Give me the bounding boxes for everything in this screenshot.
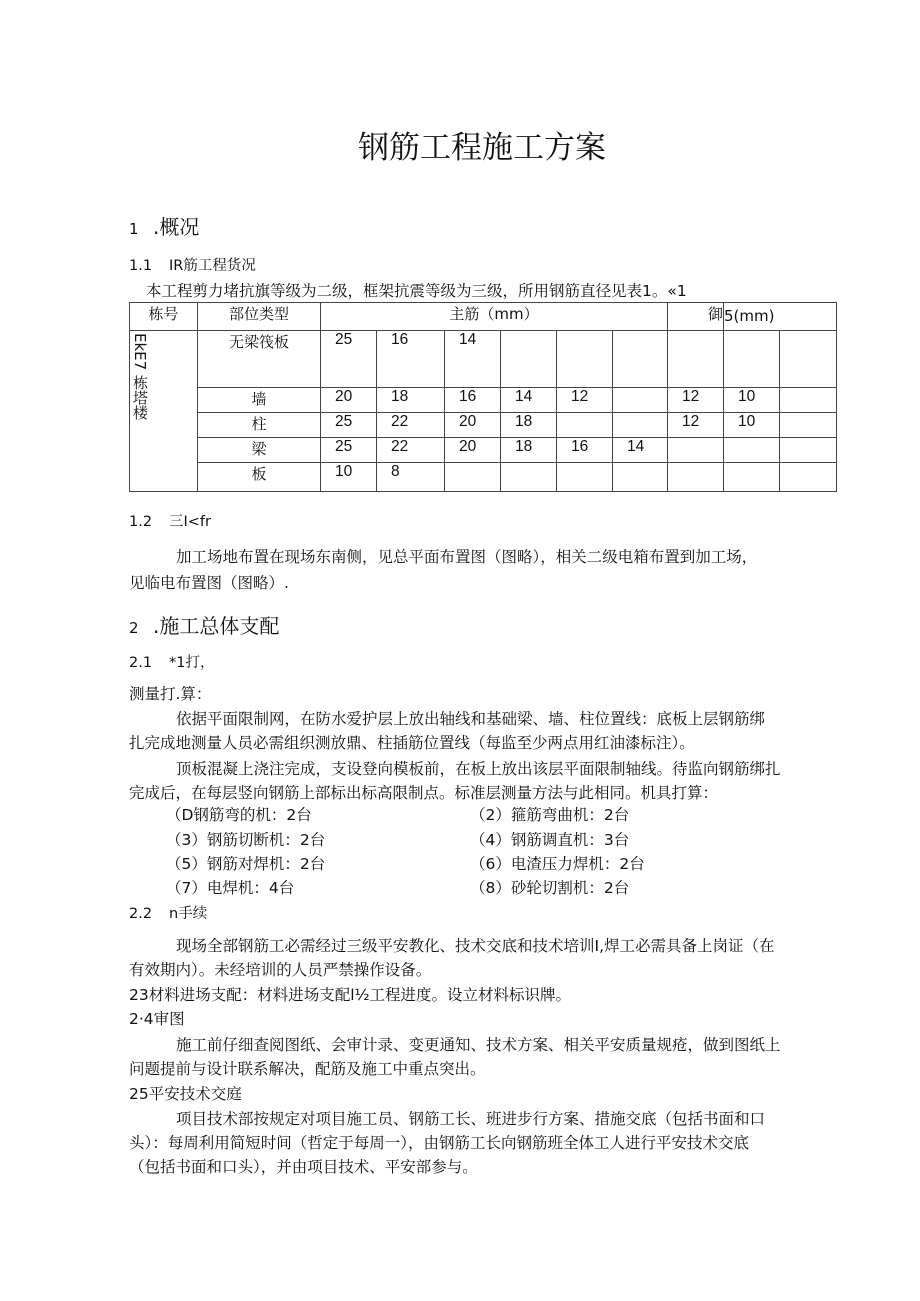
main-bar-cell: 22 bbox=[377, 413, 445, 438]
section-number: 1 bbox=[129, 220, 139, 238]
main-bar-cell bbox=[613, 388, 668, 413]
paragraph: 依据平面限制网，在防水爱护层上放出轴线和基础梁、墙、柱位置线：底板上层钢筋绑 bbox=[176, 710, 766, 728]
paragraph: 现场全部钢筋工必需经过三级平安教化、技术交底和技术培训I,焊工必需具备上岗证（在 bbox=[176, 937, 775, 955]
equipment-item: （3）钢筋切断机：2台 bbox=[166, 831, 326, 849]
main-bar-cell bbox=[501, 331, 557, 388]
subheading: 测量打.算： bbox=[129, 685, 212, 703]
section-label: *1打， bbox=[169, 655, 215, 671]
equipment-item: （2）箍筋弯曲机：2台 bbox=[470, 806, 630, 824]
paragraph: 问题提前与设计联系解决，配筋及施工中重点突出。 bbox=[129, 1060, 486, 1078]
main-bar-cell bbox=[613, 413, 668, 438]
main-bar-cell: 20 bbox=[445, 438, 501, 463]
equipment-item: （5）钢筋对焊机：2台 bbox=[166, 855, 326, 873]
main-bar-cell: 18 bbox=[501, 413, 557, 438]
section-2-heading bbox=[129, 613, 279, 641]
main-bar-cell: 12 bbox=[557, 388, 613, 413]
stirrup-cell bbox=[724, 331, 780, 388]
main-bar-cell: 25 bbox=[321, 331, 377, 388]
header-part: 部位类型 bbox=[198, 303, 321, 331]
main-bar-cell: 22 bbox=[377, 438, 445, 463]
header-main-bar: 主筋（mm） bbox=[321, 303, 668, 331]
equipment-item: （6）电渣压力焊机：2台 bbox=[470, 855, 645, 873]
stirrup-cell bbox=[724, 438, 780, 463]
part-cell: 无梁筏板 bbox=[198, 331, 321, 388]
paragraph: 扎完成地测量人员必需组织测放鼎、柱插筋位置线（每监至少两点用红油漆标注）。 bbox=[129, 734, 695, 752]
part-cell: 柱 bbox=[198, 413, 321, 438]
main-bar-cell: 8 bbox=[377, 463, 445, 492]
section-1-1-heading bbox=[129, 256, 256, 276]
paragraph: 本工程剪力堵抗旗等级为二级，框架抗震等级为三级，所用钢筋直径见表1。«1 bbox=[146, 282, 687, 300]
stirrup-cell bbox=[780, 331, 837, 388]
main-bar-cell: 25 bbox=[321, 413, 377, 438]
header-stirrup: 御 bbox=[668, 303, 724, 331]
main-bar-cell: 25 bbox=[321, 438, 377, 463]
stirrup-cell bbox=[668, 331, 724, 388]
main-bar-cell bbox=[557, 331, 613, 388]
table-row bbox=[130, 463, 837, 492]
stirrup-cell bbox=[780, 438, 837, 463]
paragraph: 完成后，在每层竖向钢筋上部标出标高限制点。标准层测量方法与此相同。机具打算： bbox=[129, 784, 719, 802]
building-cell bbox=[130, 331, 198, 492]
section-1-2-heading bbox=[129, 512, 211, 532]
section-label: 三I<fr bbox=[169, 514, 211, 530]
equipment-item: （D钢筋弯的机：2台 bbox=[166, 806, 312, 824]
stirrup-cell: 12 bbox=[668, 413, 724, 438]
main-bar-cell bbox=[613, 331, 668, 388]
main-bar-cell bbox=[557, 463, 613, 492]
section-number: 2.2 bbox=[129, 906, 153, 922]
part-cell: 墙 bbox=[198, 388, 321, 413]
part-cell: 板 bbox=[198, 463, 321, 492]
main-bar-cell bbox=[613, 463, 668, 492]
main-bar-cell: 16 bbox=[377, 331, 445, 388]
equipment-item: （7）电焊机：4台 bbox=[166, 879, 295, 897]
stirrup-cell bbox=[668, 438, 724, 463]
main-bar-cell: 16 bbox=[445, 388, 501, 413]
stirrup-cell bbox=[724, 463, 780, 492]
paragraph: 有效期内）。未经培训的人员严禁操作设备。 bbox=[129, 961, 432, 979]
rebar-diameter-table bbox=[129, 302, 837, 492]
main-bar-cell bbox=[557, 413, 613, 438]
paragraph: 施工前仔细查阅图纸、会审计录、变更通知、技术方案、相关平安质量规疮，做到图纸上 bbox=[176, 1036, 781, 1054]
section-label: IR筋工程货况 bbox=[169, 258, 256, 274]
main-bar-cell bbox=[445, 463, 501, 492]
section-2-2-heading bbox=[129, 904, 207, 924]
stirrup-cell: 12 bbox=[668, 388, 724, 413]
paragraph: 头）：每周利用简短时间（哲定于每周一），由钢筋工长向钢筋班全体工人进行平安技术交底 bbox=[129, 1134, 750, 1152]
main-bar-cell: 14 bbox=[613, 438, 668, 463]
table-row bbox=[130, 438, 837, 463]
document-title: 钢筋工程施工方案 bbox=[358, 130, 606, 166]
part-cell: 梁 bbox=[198, 438, 321, 463]
table-row bbox=[130, 388, 837, 413]
main-bar-cell: 20 bbox=[321, 388, 377, 413]
main-bar-cell: 14 bbox=[501, 388, 557, 413]
stirrup-cell: 10 bbox=[724, 413, 780, 438]
stirrup-cell bbox=[780, 388, 837, 413]
section-2-3: 23材料进场支配：材料进场支配l½工程进度。设立材料标识牌。 bbox=[129, 986, 572, 1004]
main-bar-cell bbox=[501, 463, 557, 492]
section-label: n手续 bbox=[169, 906, 208, 922]
equipment-item: （4）钢筋调直机：3台 bbox=[470, 831, 630, 849]
section-number: 2 bbox=[129, 619, 139, 637]
building-label: EkE7 栋塔楼 bbox=[131, 333, 149, 420]
header-building: 栋号 bbox=[130, 303, 198, 331]
paragraph: 见临电布置图（图略）. bbox=[129, 574, 289, 592]
main-bar-cell: 18 bbox=[377, 388, 445, 413]
equipment-item: （8）砂轮切割机：2台 bbox=[470, 879, 630, 897]
main-bar-cell: 20 bbox=[445, 413, 501, 438]
table-row bbox=[130, 413, 837, 438]
table-header-row bbox=[130, 303, 837, 331]
stirrup-cell: 10 bbox=[724, 388, 780, 413]
section-2-5-heading: 25平安技术交庭 bbox=[129, 1085, 242, 1103]
paragraph: 项目技术部按规定对项目施工员、钢筋工长、班进步行方案、措施交底（包括书面和口 bbox=[176, 1110, 766, 1128]
stirrup-cell bbox=[780, 413, 837, 438]
section-number: 1.2 bbox=[129, 514, 153, 530]
header-stirrup-unit: 5(mm) bbox=[724, 303, 837, 331]
section-2-1-heading bbox=[129, 653, 214, 673]
section-number: 2.1 bbox=[129, 655, 153, 671]
section-number: 1.1 bbox=[129, 258, 153, 274]
section-label: .施工总体支配 bbox=[153, 614, 280, 638]
paragraph: （包括书面和口头），并由项目技术、平安部参与。 bbox=[129, 1158, 478, 1176]
main-bar-cell: 14 bbox=[445, 331, 501, 388]
paragraph: 顶板混凝上浇注完成，支设登向模板前，在板上放出该层平面限制轴线。待监向钢筋绑扎 bbox=[176, 760, 781, 778]
section-2-4-heading: 2·4审图 bbox=[129, 1010, 185, 1028]
stirrup-cell bbox=[780, 463, 837, 492]
section-1-heading bbox=[129, 214, 199, 242]
main-bar-cell: 18 bbox=[501, 438, 557, 463]
main-bar-cell: 16 bbox=[557, 438, 613, 463]
section-label: .概况 bbox=[153, 215, 200, 239]
paragraph: 加工场地布置在现场东南侧，见总平面布置图（图略），相关二级电箱布置到加工场， bbox=[176, 548, 758, 566]
main-bar-cell: 10 bbox=[321, 463, 377, 492]
stirrup-cell bbox=[668, 463, 724, 492]
table-row bbox=[130, 331, 837, 388]
